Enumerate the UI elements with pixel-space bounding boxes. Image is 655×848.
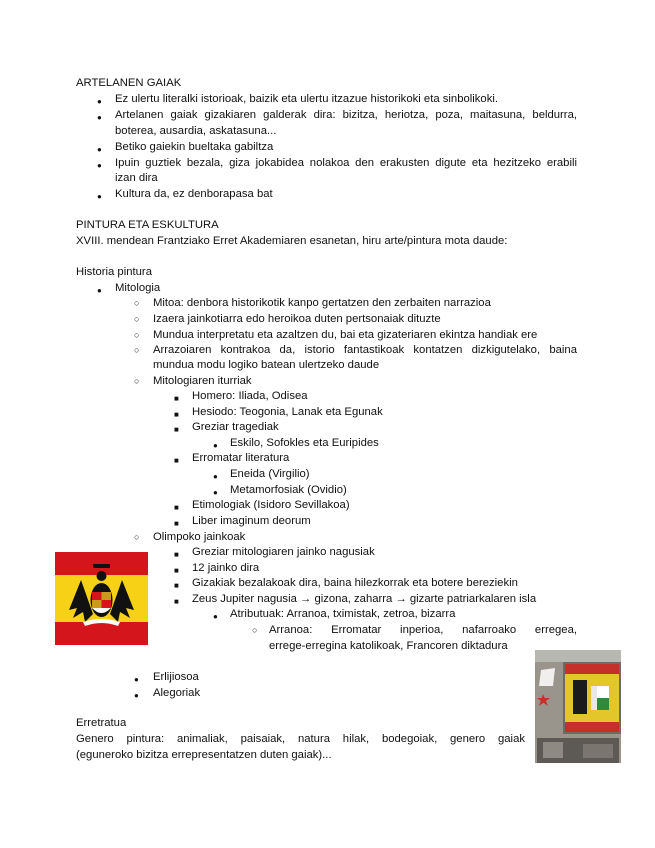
bullet-icon — [97, 158, 102, 174]
historia-pintura-heading: Historia pintura — [76, 266, 152, 278]
genero-paragraph-continuation: (eguneroko bizitza errepresentatzen duten gaiak)... — [76, 749, 332, 761]
list-item: 12 jainko dira — [192, 562, 260, 574]
bullet-icon — [213, 609, 218, 625]
bullet-icon — [174, 500, 179, 516]
bullet-icon — [134, 296, 139, 312]
bullet-icon — [174, 407, 179, 423]
list-item: Mitoa: denbora historikotik kanpo gertatzen den zerbaiten narrazioa — [153, 297, 491, 309]
bullet-icon — [134, 688, 139, 704]
list-item-iturriak: Mitologiaren iturriak — [153, 375, 252, 387]
list-item: Metamorfosiak (Ovidio) — [230, 484, 347, 496]
list-item: Ipuin guztiek bezala, giza jokabidea nolakoa den erakusten digute eta hezitzeko erabili — [115, 157, 577, 169]
list-item: Mundua interpretatu eta azaltzen du, bai eta gizateriaren ekintza handiak ere — [153, 329, 538, 341]
bullet-icon — [252, 623, 257, 639]
list-item: Izaera jainkotiarra edo heroikoa duten pertsonaiak dituzte — [153, 313, 441, 325]
list-item: Ez ulertu literalki istorioak, baizik eta ulertu itzazue historikoki eta sinbolikoki. — [115, 93, 499, 105]
list-item-continuation: izan dira — [115, 172, 158, 184]
bullet-icon — [174, 422, 179, 438]
list-item: Homero: Iliada, Odisea — [192, 390, 308, 402]
list-item: Liber imaginum deorum — [192, 515, 311, 527]
list-item: Arranoa: Erromatar inperioa, nafarroako erregea, — [269, 624, 577, 636]
bullet-icon — [134, 530, 139, 546]
bullet-icon — [134, 312, 139, 328]
list-item: Eneida (Virgilio) — [230, 468, 310, 480]
street-wall-photo — [535, 650, 621, 763]
list-item: Greziar tragediak — [192, 421, 279, 433]
list-item-continuation: errege-erregina katolikoak, Francoren diktadura — [269, 640, 508, 652]
list-item-continuation: boterea, ausardia, askatasuna... — [115, 125, 277, 137]
heading-artelanen-gaiak: ARTELANEN GAIAK — [76, 77, 182, 89]
spanish-eagle-flag-image — [55, 552, 148, 645]
list-item-alegoriak: Alegoriak — [153, 687, 201, 699]
list-item: Gizakiak bezalakoak dira, baina hilezkorrak eta botere bereziekin — [192, 577, 518, 589]
bullet-icon — [174, 547, 179, 563]
list-item-erlijiosoa: Erlijiosoa — [153, 671, 199, 683]
list-item: Eskilo, Sofokles eta Euripides — [230, 437, 379, 449]
list-item: Atributuak: Arranoa, tximistak, zetroa, bizarra — [230, 608, 456, 620]
bullet-icon — [134, 672, 139, 688]
list-item: Erromatar literatura — [192, 452, 290, 464]
list-item: Greziar mitologiaren jainko nagusiak — [192, 546, 375, 558]
list-item: Artelanen gaiak gizakiaren galderak dira: bizitza, heriotza, poza, maitasuna, beldurra, — [115, 109, 577, 121]
bullet-icon — [134, 328, 139, 344]
genero-paragraph: Genero pintura: animaliak, paisaiak, natura hilak, bodegoiak, genero gaiak — [76, 733, 525, 745]
intro-paragraph: XVIII. mendean Frantziako Erret Akademiaren esanetan, hiru arte/pintura mota daude: — [76, 235, 508, 247]
list-item: Kultura da, ez denborapasa bat — [115, 188, 273, 200]
list-item: Arrazoiaren kontrakoa da, istorio fantastikoak kontatzen dizkigutelako, baina — [153, 344, 577, 356]
list-item: Hesiodo: Teogonia, Lanak eta Egunak — [192, 406, 383, 418]
bullet-icon — [174, 391, 179, 407]
bullet-icon — [174, 594, 179, 610]
bullet-icon — [174, 578, 179, 594]
bullet-icon — [97, 283, 102, 299]
list-item-olimpoko: Olimpoko jainkoak — [153, 531, 246, 543]
list-item: Betiko gaiekin bueltaka gabiltza — [115, 141, 274, 153]
bullet-icon — [174, 563, 179, 579]
bullet-icon — [213, 469, 218, 485]
bullet-icon — [97, 110, 102, 126]
bullet-icon — [97, 142, 102, 158]
list-item: Zeus Jupiter nagusia → gizona, zaharra → gizarte patriarkalaren isla — [192, 593, 537, 605]
bullet-icon — [174, 453, 179, 469]
heading-pintura-eta-eskultura: PINTURA ETA ESKULTURA — [76, 219, 219, 231]
bullet-icon — [134, 374, 139, 390]
list-item-mitologia: Mitologia — [115, 282, 161, 294]
list-item-continuation: mundua modu logiko batean ulertzeko daude — [153, 359, 380, 371]
bullet-icon — [97, 189, 102, 205]
list-item: Etimologiak (Isidoro Sevillakoa) — [192, 499, 350, 511]
bullet-icon — [134, 343, 139, 359]
erretratua-heading: Erretratua — [76, 717, 127, 729]
bullet-icon — [97, 94, 102, 110]
